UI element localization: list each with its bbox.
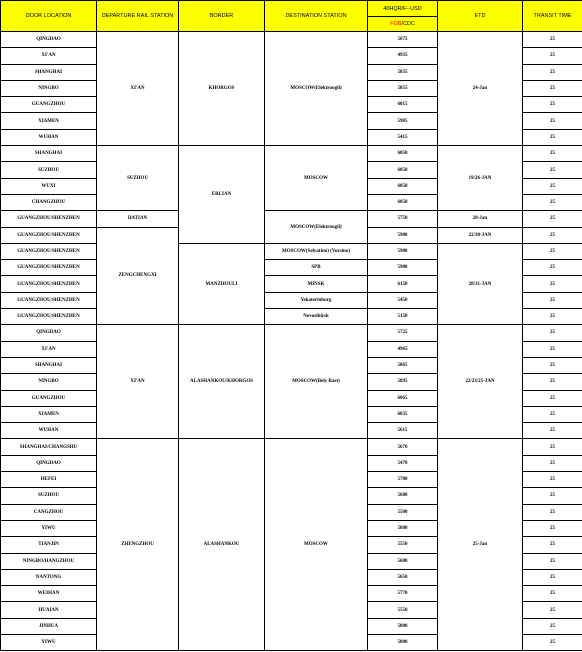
door-location-cell: CANGZHOU: [1, 504, 97, 520]
departure-station-cell: XI'AN: [97, 325, 179, 439]
door-location-cell: WUHAN: [1, 423, 97, 439]
price-cell: 5725: [368, 325, 438, 341]
price-cell: 6050: [368, 178, 438, 194]
etd-cell: 25-Jan: [438, 439, 523, 651]
door-location-cell: XI'AN: [1, 48, 97, 64]
door-location-cell: WUHAN: [1, 129, 97, 145]
door-location-cell: GUANGZHOU/SHENZHEN: [1, 309, 97, 325]
door-location-cell: NANTONG: [1, 569, 97, 585]
door-location-cell: NINGBO: [1, 80, 97, 96]
price-cell: 5680: [368, 553, 438, 569]
transit-time-cell: 25: [523, 48, 582, 64]
departure-station-cell: ZENGCHENGXI: [97, 227, 179, 325]
etd-cell: 22/23/25-JAN: [438, 325, 523, 439]
price-cell: 5800: [368, 618, 438, 634]
door-location-cell: GUANGZHOU/SHENZHEN: [1, 227, 97, 243]
transit-time-cell: 25: [523, 455, 582, 471]
destination-station-cell: MOSCOW(Bely Rast): [265, 325, 368, 439]
price-cell: 5700: [368, 472, 438, 488]
etd-cell: 22/30-JAN: [438, 227, 523, 243]
door-location-cell: QINGDAO: [1, 325, 97, 341]
price-cell: 5895: [368, 374, 438, 390]
table-row: [1, 211, 582, 227]
transit-time-cell: 25: [523, 602, 582, 618]
price-cell: 5615: [368, 423, 438, 439]
transit-time-cell: 25: [523, 586, 582, 602]
door-location-cell: HEFEI: [1, 472, 97, 488]
door-location-cell: GUANGZHOU/SHENZHEN: [1, 260, 97, 276]
door-location-cell: HUAIAN: [1, 602, 97, 618]
door-location-cell: CHANGZHOU: [1, 194, 97, 210]
door-location-cell: GUANGZHOU: [1, 97, 97, 113]
transit-time-cell: 25: [523, 162, 582, 178]
transit-time-cell: 25: [523, 488, 582, 504]
table-row: [1, 325, 582, 341]
transit-time-cell: 25: [523, 423, 582, 439]
door-location-cell: SUZHOU: [1, 488, 97, 504]
door-location-cell: SHANGHAI: [1, 64, 97, 80]
door-location-cell: YIWU: [1, 634, 97, 650]
price-cell: 5650: [368, 569, 438, 585]
door-location-cell: GUANGZHOU/SHENZHEN: [1, 211, 97, 227]
departure-station-cell: DATIAN: [97, 211, 179, 227]
price-cell: 5750: [368, 211, 438, 227]
door-location-cell: QINGDAO: [1, 32, 97, 48]
header-transit-time: TRANSIT TIME: [523, 1, 582, 32]
transit-time-cell: 25: [523, 341, 582, 357]
transit-time-cell: 25: [523, 64, 582, 80]
destination-station-cell: MOSCOW(Elektrougli): [265, 211, 368, 244]
etd-cell: 24-Jan: [438, 32, 523, 146]
etd-cell: 19/26-JAN: [438, 146, 523, 211]
destination-station-cell: Novosibirsk: [265, 309, 368, 325]
price-cell: 6050: [368, 194, 438, 210]
transit-time-cell: 25: [523, 472, 582, 488]
transit-time-cell: 25: [523, 32, 582, 48]
border-cell: MANZHOULI: [179, 243, 265, 324]
door-location-cell: JINHUA: [1, 618, 97, 634]
header-departure-station: DEPARTURE RAIL STATION: [97, 1, 179, 32]
transit-time-cell: 25: [523, 374, 582, 390]
destination-station-cell: MOSCOW(Selyatino) (Vorsino): [265, 243, 368, 259]
transit-time-cell: 25: [523, 260, 582, 276]
table-row: [1, 439, 582, 455]
transit-time-cell: 25: [523, 292, 582, 308]
transit-time-cell: 25: [523, 439, 582, 455]
border-cell: ALASHANKOU/KHORGOS: [179, 325, 265, 439]
header-price-terms: FOB/CDC: [368, 17, 438, 32]
transit-time-cell: 25: [523, 537, 582, 553]
transit-time-cell: 25: [523, 97, 582, 113]
door-location-cell: YIWU: [1, 520, 97, 536]
transit-time-cell: 25: [523, 406, 582, 422]
price-cell: 4965: [368, 341, 438, 357]
price-cell: 5470: [368, 455, 438, 471]
departure-station-cell: ZHENGZHOU: [97, 439, 179, 651]
table-row: [1, 32, 582, 48]
transit-time-cell: 25: [523, 309, 582, 325]
transit-time-cell: 25: [523, 178, 582, 194]
fob-label: FOB: [390, 21, 402, 27]
departure-station-cell: SUZHOU: [97, 146, 179, 211]
header-etd: ETD: [438, 1, 523, 32]
price-cell: 5500: [368, 504, 438, 520]
transit-time-cell: 25: [523, 553, 582, 569]
transit-time-cell: 25: [523, 520, 582, 536]
door-location-cell: QINGDAO: [1, 455, 97, 471]
transit-time-cell: 25: [523, 243, 582, 259]
door-location-cell: XI'AN: [1, 341, 97, 357]
destination-station-cell: MOSCOW: [265, 146, 368, 211]
price-cell: 5675: [368, 32, 438, 48]
transit-time-cell: 25: [523, 146, 582, 162]
destination-station-cell: MINSK: [265, 276, 368, 292]
transit-time-cell: 25: [523, 194, 582, 210]
door-location-cell: GUANGZHOU/SHENZHEN: [1, 243, 97, 259]
destination-station-cell: Yekaterinburg: [265, 292, 368, 308]
price-cell: 4935: [368, 48, 438, 64]
door-location-cell: TIANJIN: [1, 537, 97, 553]
transit-time-cell: 25: [523, 80, 582, 96]
price-cell: 6065: [368, 390, 438, 406]
price-cell: 5550: [368, 602, 438, 618]
door-location-cell: SHANGHAI/CHANGSHU: [1, 439, 97, 455]
border-cell: KHORGOS: [179, 32, 265, 146]
door-location-cell: SHANGHAI: [1, 146, 97, 162]
price-cell: 5900: [368, 227, 438, 243]
price-cell: 5855: [368, 80, 438, 96]
price-cell: 5150: [368, 309, 438, 325]
price-cell: 6035: [368, 406, 438, 422]
transit-time-cell: 25: [523, 276, 582, 292]
door-location-cell: XIAMEN: [1, 406, 97, 422]
transit-time-cell: 25: [523, 504, 582, 520]
price-cell: 5985: [368, 113, 438, 129]
door-location-cell: GUANGZHOU/SHENZHEN: [1, 292, 97, 308]
door-location-cell: NINGBO: [1, 374, 97, 390]
door-location-cell: SUZHOU: [1, 162, 97, 178]
price-cell: 6015: [368, 97, 438, 113]
price-cell: 5800: [368, 520, 438, 536]
header-door-location: DOOR LOCATION: [1, 1, 97, 32]
price-cell: 5450: [368, 292, 438, 308]
transit-time-cell: 25: [523, 357, 582, 373]
price-cell: 6150: [368, 276, 438, 292]
price-cell: 5900: [368, 260, 438, 276]
transit-time-cell: 25: [523, 113, 582, 129]
transit-time-cell: 25: [523, 129, 582, 145]
door-location-cell: WEIHAN: [1, 586, 97, 602]
cdc-label: CDC: [402, 21, 415, 27]
header-border: BORDER: [179, 1, 265, 32]
door-location-cell: GUANGZHOU/SHENZHEN: [1, 276, 97, 292]
border-cell: ERLIAN: [179, 146, 265, 244]
price-cell: 5770: [368, 586, 438, 602]
etd-cell: 28-Jan: [438, 211, 523, 227]
transit-time-cell: 25: [523, 634, 582, 650]
price-cell: 5670: [368, 439, 438, 455]
departure-station-cell: XI'AN: [97, 32, 179, 146]
header-price: 40HQR/F--USD: [368, 1, 438, 17]
transit-time-cell: 25: [523, 325, 582, 341]
price-cell: 5835: [368, 64, 438, 80]
price-cell: 6050: [368, 162, 438, 178]
border-cell: ALASHANKOU: [179, 439, 265, 651]
transit-time-cell: 25: [523, 618, 582, 634]
destination-station-cell: MOSCOW: [265, 439, 368, 651]
price-cell: 6050: [368, 146, 438, 162]
door-location-cell: NINGBO/HANGZHOU: [1, 553, 97, 569]
door-location-cell: GUANGZHOU: [1, 390, 97, 406]
table-row: [1, 243, 582, 259]
price-cell: 5550: [368, 537, 438, 553]
door-location-cell: XIAMEN: [1, 113, 97, 129]
destination-station-cell: MOSCOW(Elektrougli): [265, 32, 368, 146]
price-cell: 5900: [368, 243, 438, 259]
transit-time-cell: 25: [523, 390, 582, 406]
price-cell: 5865: [368, 357, 438, 373]
price-cell: 5800: [368, 634, 438, 650]
transit-time-cell: 25: [523, 211, 582, 227]
price-cell: 5415: [368, 129, 438, 145]
etd-cell: 28/31-JAN: [438, 243, 523, 324]
transit-time-cell: 25: [523, 569, 582, 585]
door-location-cell: WUXI: [1, 178, 97, 194]
table-row: [1, 146, 582, 162]
transit-time-cell: 25: [523, 227, 582, 243]
header-destination-station: DESTINATION STATION: [265, 1, 368, 32]
destination-station-cell: SPB: [265, 260, 368, 276]
door-location-cell: SHANGHAI: [1, 357, 97, 373]
price-cell: 5680: [368, 488, 438, 504]
